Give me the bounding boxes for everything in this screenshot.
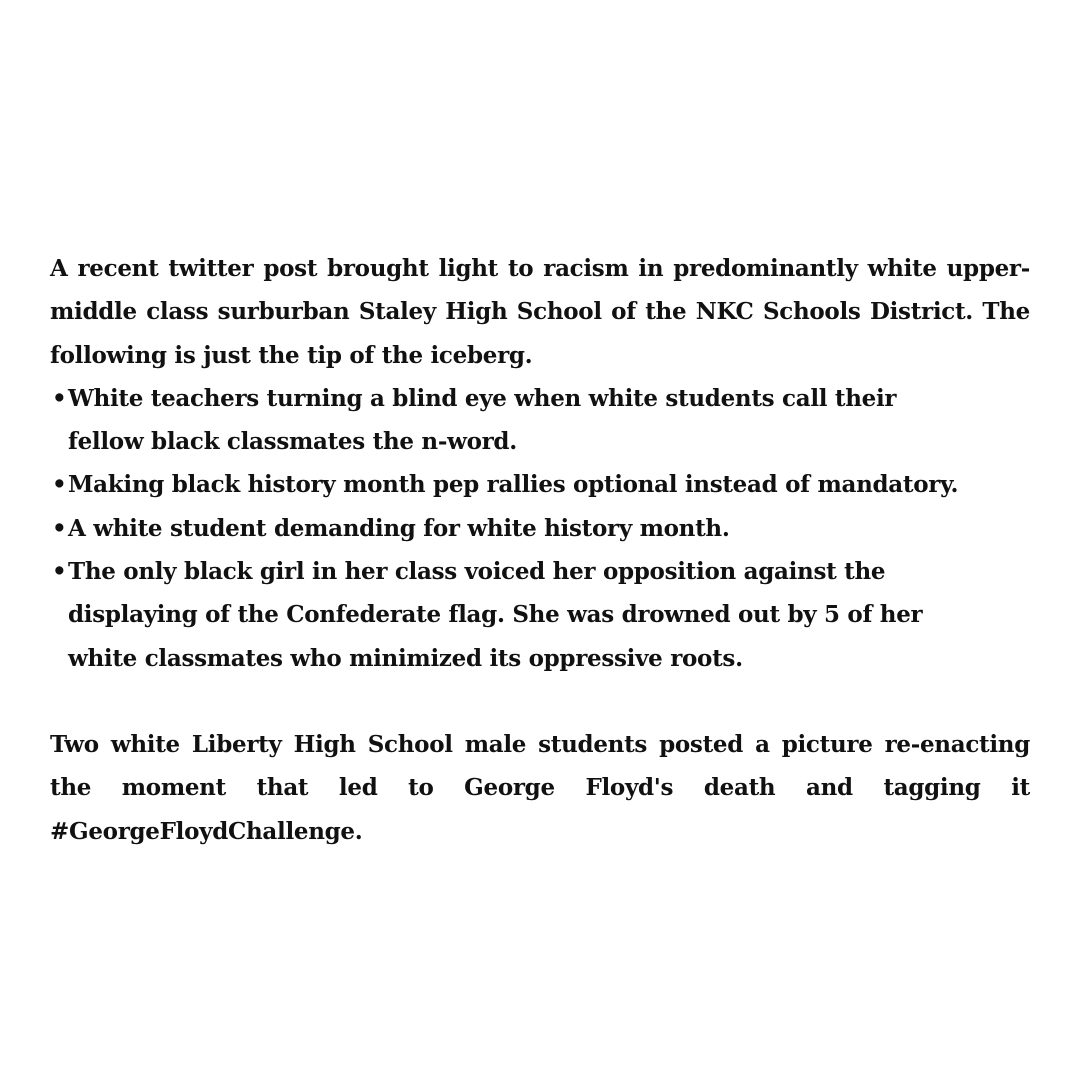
list-item-text: White teachers turning a blind eye when white students call their fellow black classmates the n-word. [68, 384, 897, 456]
bullet-icon: • [52, 514, 67, 542]
incident-list [50, 377, 1030, 680]
closing-paragraph: Two white Liberty High School male students posted a picture re-enacting the moment that led to George Floyd's death and tagging it #GeorgeFloydChallenge. [50, 730, 1030, 845]
bullet-icon: • [52, 471, 67, 499]
bullet-icon: • [52, 384, 67, 412]
list-item-text: Making black history month pep rallies optional instead of mandatory. [68, 471, 959, 499]
list-item [50, 463, 1030, 506]
intro-paragraph: A recent twitter post brought light to racism in predominantly white upper-middle class surburban Staley High School of the NKC Schools District. The following is just the tip of the iceberg. [50, 255, 1030, 369]
list-item-text: The only black girl in her class voiced her opposition against the displaying of the Confederate flag. She was drowned out by 5 of her white classmates who minimized its oppressive roots. [68, 558, 923, 672]
paragraph-spacer [50, 680, 1030, 723]
bullet-icon: • [52, 558, 67, 586]
list-item-text: A white student demanding for white history month. [68, 514, 730, 542]
list-item [50, 550, 1030, 680]
list-item [50, 507, 1030, 550]
post-text-block [50, 247, 1030, 853]
list-item [50, 377, 1030, 464]
